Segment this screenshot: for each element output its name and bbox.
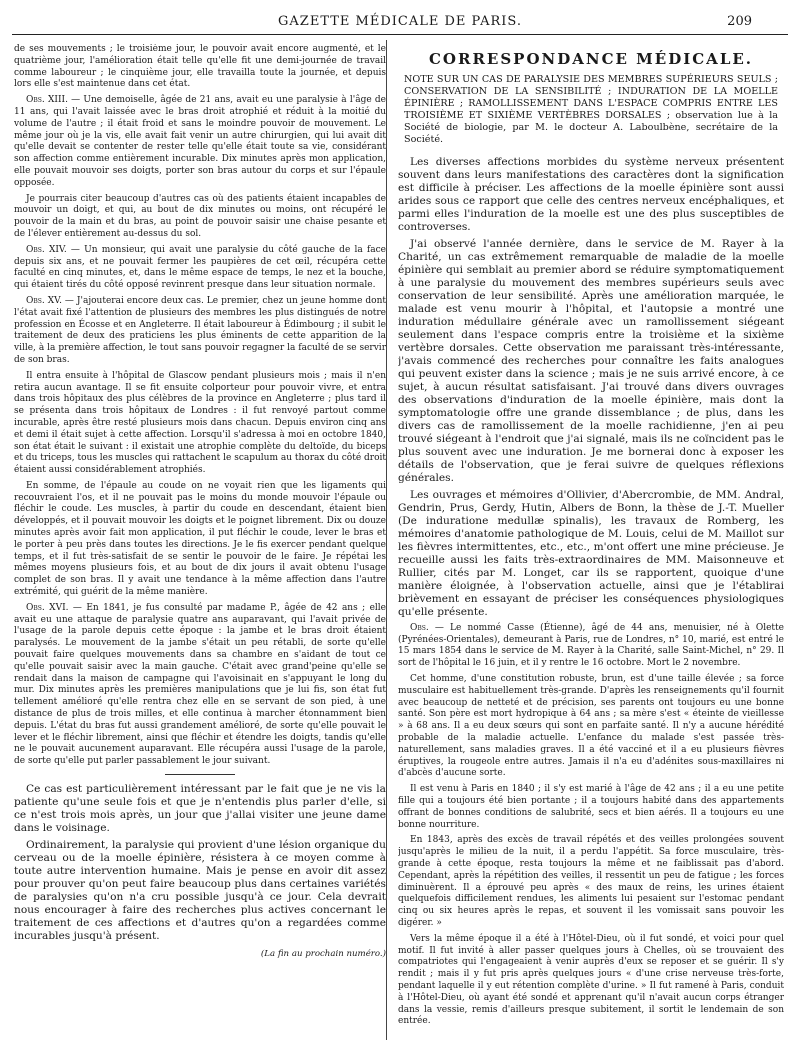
section-subtitle: NOTE SUR UN CAS DE PARALYSIE DES MEMBRES SUPÉRIEURS SEULS ; CONSERVATION DE LA SENSIBILITÉ ; INDURATION DE LA MOELLE ÉPINIÈRE ; RAMOLLISSEMENT DANS L'ESPACE COMPRIS ENTRE LES TROISIÈME ET SIXIÈME VERTÈBRES DORSALES ; observation lue à la Société de biologie, par M. le docteur A. Laboulbène, secrétaire de la Société. bbox=[404, 73, 778, 145]
observation-xvi bbox=[14, 603, 386, 768]
observation-label: Obs. XIII. bbox=[26, 95, 68, 106]
observation-label: Obs. XIV. bbox=[26, 244, 67, 255]
section-title: CORRESPONDANCE MÉDICALE. bbox=[428, 50, 754, 68]
left-column bbox=[14, 44, 386, 1040]
observation-label: Obs. XVI. bbox=[26, 602, 69, 613]
paragraph: Vers la même époque il a été à l'Hôtel-Dieu, où il fut sondé, et voici pour quel motif. Il fut invité à aller passer quelques jours à Chelles, où se trouvaient des compatriotes qui l'engageaient à venir auprès d'eux se reposer et se guérir. Il s'y rendit ; mais il y fut pris après quelques jours « d'une crise nerveuse très-forte, pendant laquelle il y eut rétention complète d'urine. » Il fut ramené à Paris, conduit à l'Hôtel-Dieu, où ayant été sondé et apprenant qu'il n'avait aucun corps étranger dans la vessie, remis d'ailleurs presque subitement, il sortit le lendemain de son entrée. bbox=[398, 933, 784, 1027]
paragraph: Ordinairement, la paralysie qui provient d'une lésion organique du cerveau ou de la moelle épinière, résistera à ce moyen comme à toute autre intervention humaine. Mais je pense en avoir dit assez pour prouver qu'on peut faire beaucoup plus dans certaines variétés de paralysies qu'on n'a cru possible jusqu'à ce jour. Cela devrait nous encourager à faire des recherches plus actives concernant le traitement de ces affections et d'autres qu'on a regardées comme incurables jusqu'à présent. bbox=[14, 839, 386, 943]
paragraph: Il entra ensuite à l'hôpital de Glascow pendant plusieurs mois ; mais il n'en retira aucun avantage. Il se fit ensuite colporteur pour pouvoir vivre, et entra dans trois hôpitaux des plus célèbres de la province en Angleterre ; plus tard il se présenta dans trois hôpitaux de Londres : il fut renvoyé partout comme incurable, après être resté plusieurs mois dans chacun. Depuis environ cinq ans et demi il était sujet à cette affection. Lorsqu'il s'adressa à moi en octobre 1840, son état était le suivant : il existait une atrophie complète du deltoïde, du biceps et du triceps, tous les muscles qui rattachent le scapulum au thorax du côté droit étaient aussi considérablement atrophiés. bbox=[14, 370, 386, 476]
paragraph: Il est venu à Paris en 1840 ; il s'y est marié à l'âge de 42 ans ; il a eu une petite fille qui a toujours été bien portante ; il a toujours habité dans des appartements offrant de bonnes conditions de salubrité, secs et bien aérés. Il a toujours eu une bonne nourriture. bbox=[398, 784, 784, 830]
observation-text: — En 1841, je fus consulté par madame P., âgée de 42 ans ; elle avait eu une attaque de paralysie quatre ans auparavant, qui l'avait privée de l'usage de la parole depuis cette époque : la jambe et le bras droit étaient paralysés. Le mouvement de la jambe s'était un peu rétabli, de sorte qu'elle pouvait faire quelques mouvements dans sa chambre en s'aidant de tout ce qu'elle pouvait saisir avec la main gauche. C'était avec grand'peine qu'elle se rendait dans la maison de campagne qui l'avoisinait en s'appuyant le long du mur. Dix minutes après les premières manipulations que je lui fis, son état fut tellement amélioré qu'elle rentra chez elle en se servant de son pied, à une distance de plus de trois milles, et elle continua à marcher étonnamment bien depuis. L'état du bras fut aussi grandement amélioré, de sorte qu'elle pouvait le lever et le fléchir librement, ainsi que fléchir et étendre les doigts, tandis qu'elle ne le pouvait aucunement auparavant. Elle récupéra aussi l'usage de la parole, de sorte qu'elle put parler passablement le jour suivant. bbox=[14, 602, 386, 767]
page-number: 209 bbox=[727, 14, 752, 29]
paragraph: Les diverses affections morbides du système nerveux présentent souvent dans leurs manifestations des caractères dont la signification est difficile à préciser. Les affections de la moelle épinière sont aussi arides sous ce rapport que celle des centres nerveux encéphaliques, et parmi elles l'induration de la moelle est une des plus susceptibles de controverses. bbox=[398, 155, 784, 233]
section-rule bbox=[165, 774, 235, 775]
paragraph: Je pourrais citer beaucoup d'autres cas où des patients étaient incapables de mouvoir un doigt, et qui, au bout de dix minutes ou moins, ont récupéré le pouvoir de la main et du bras, au point de pouvoir saisir une chaise pesante et de l'élever entièrement au-dessus du sol. bbox=[14, 193, 386, 239]
header-rule bbox=[12, 34, 788, 35]
observation-xiv bbox=[14, 245, 386, 292]
page-header bbox=[0, 0, 800, 30]
paragraph: Ce cas est particulièrement intéressant par le fait que je ne vis la patiente qu'une seule fois et que je n'entendis plus parler d'elle, si ce n'est trois mois après, un jour que j'allai visiter une jeune dame dans le voisinage. bbox=[14, 783, 386, 835]
paragraph: En somme, de l'épaule au coude on ne voyait rien que les ligaments qui recouvraient l'os, et il ne pouvait pas le moins du monde mouvoir l'épaule ou fléchir le coude. Les muscles, à partir du coude en descendant, étaient bien développés, et il pouvait mouvoir les doigts et le poignet librement. Dix ou douze minutes après avoir fait mon application, il put fléchir le coude, lever le bras et le porter à peu près dans toutes les directions. Je le fis exercer pendant quelque temps, et il fut très-satisfait de se sentir le pouvoir de le faire. Je répétai les mêmes moyens plusieurs fois, et au bout de dix jours il avait obtenu l'usage complet de son bras. Il y avait une tendance à la même affection dans l'autre extrémité, qui guérit de la même manière. bbox=[14, 480, 386, 598]
observation-xv bbox=[14, 296, 386, 367]
running-title: GAZETTE MÉDICALE DE PARIS. bbox=[278, 14, 522, 29]
observation-label: Obs. bbox=[410, 622, 429, 633]
right-column bbox=[398, 44, 784, 1040]
observation-text: — J'ajouterai encore deux cas. Le premier, chez un jeune homme dont l'état avait fixé l'attention de plusieurs des membres les plus distingués de notre profession en Écosse et en Angleterre. Il était laboureur à Édimbourg ; il subit le traitement de deux des praticiens les plus éminents de cette apparition de la ville, à la première affection, le tout sans pouvoir regagner la faculté de se servir de son bras. bbox=[14, 295, 386, 365]
observation-text: — Le nommé Casse (Étienne), âgé de 44 ans, menuisier, né à Olette (Pyrénées-Orientales), demeurant à Paris, rue de Londres, n° 10, marié, est entré le 15 mars 1854 dans le service de M. Rayer à la Charité, salle Saint-Michel, n° 29. Il sort de l'hôpital le 16 juin, et il y rentre le 16 octobre. Mort le 2 novembre. bbox=[398, 622, 784, 669]
column-divider bbox=[386, 40, 387, 1040]
observation-text: — Un monsieur, qui avait une paralysie du côté gauche de la face depuis six ans, et ne pouvait fermer les paupières de cet œil, récupéra cette faculté en cinq minutes, et, dans le même espace de temps, le nez et la bouche, qui étaient tirés du côté opposé revinrent presque dans leur situation normale. bbox=[14, 244, 386, 291]
paragraph: Cet homme, d'une constitution robuste, brun, est d'une taille élevée ; sa force musculaire est habituellement très-grande. D'après les renseignements qu'il fournit avec beaucoup de netteté et de précision, ses parents ont toujours eu une bonne santé. Son père est mort hydropique à 64 ans ; sa mère s'est « éteinte de vieillesse » à 68 ans. Il a eu deux sœurs qui sont en parfaite santé. Il n'y a aucune hérédité probable de la maladie actuelle. L'enfance du malade s'est passée très-naturellement, sans maladies graves. Il a été vacciné et il a eu plusieurs fièvres éruptives, la rougeole entre autres. Jamais il n'a eu d'adénites sous-maxillaires ni d'abcès d'aucune sorte. bbox=[398, 673, 784, 779]
observation-casse bbox=[398, 623, 784, 670]
paragraph: J'ai observé l'année dernière, dans le service de M. Rayer à la Charité, un cas extrêmement remarquable de maladie de la moelle épinière qui semblait au premier abord se réduire symptomatiquement à une paralysie du mouvement des membres supérieurs seuls avec conservation de leur sensibilité. Après une amélioration marquée, le malade est venu mourir à l'hôpital, et l'autopsie a montré une induration médullaire générale avec un ramollissement siégeant seulement dans l'espace compris entre la troisième et la sixième vertèbre dorsales. Cette observation me paraissant très-intéressante, j'avais commencé des recherches pour connaître les faits analogues qui peuvent exister dans la science ; mais je ne suis arrivé encore, à ce sujet, à aucun résultat satisfaisant. J'ai trouvé dans divers ouvrages des observations d'induration de la moelle épinière, mais dont la symptomatologie offre une grande dissemblance ; de plus, dans les divers cas de ramollissement de la moelle rachidienne, j'en ai peu trouvé siégeant à l'endroit que j'ai signalé, mais ils ne coïncident pas le plus souvent avec une induration. Je me bornerai donc à exposer les détails de l'observation, que je ferai suivre de quelques réflexions générales. bbox=[398, 237, 784, 484]
observation-text: — Une demoiselle, âgée de 21 ans, avait eu une paralysie à l'âge de 11 ans, qui l'avait laissée avec le bras droit atrophié et réduit à la moitié du volume de l'autre ; il était froid et sans le moindre pouvoir de mouvement. Le même jour où je la vis, elle avait fait venir un autre chirurgien, qui lui avait dit qu'elle devait se contenter de rester telle qu'elle était toute sa vie, considérant son affection comme entièrement incurable. Dix minutes après mon application, elle pouvait mouvoir ses doigts, porter son bras autour du corps et sur l'épaule opposée. bbox=[14, 95, 386, 188]
continued-note: (La fin au prochain numéro.) bbox=[260, 949, 386, 960]
paragraph: Les ouvrages et mémoires d'Ollivier, d'Abercrombie, de MM. Andral, Gendrin, Prus, Gerdy, Hutin, Albers de Bonn, la thèse de J.-T. Mueller (De induratione medullæ spinalis), les travaux de Romberg, les mémoires d'anatomie pathologique de M. Louis, celui de M. Maillot sur les fièvres intermittentes, etc., etc., m'ont offert une mine précieuse. Je recueille aussi les faits très-extraordinaires de MM. Maisonneuve et Rullier, cités par M. Longet, car ils se rapportent, quoique d'une manière éloignée, à l'observation actuelle, ainsi que je l'établirai brièvement en essayant de préciser les conséquences physiologiques qu'elle présente. bbox=[398, 488, 784, 618]
observation-xiii bbox=[14, 95, 386, 189]
paragraph: En 1843, après des excès de travail répétés et des veilles prolongées souvent jusqu'après le milieu de la nuit, il a perdu l'appétit. Sa force musculaire, très-grande à cette époque, resta toujours la même et ne faiblissait pas d'abord. Cependant, après la répétition des veilles, il ressentit un peu de fatigue ; les forces diminuèrent. Il a éprouvé peu après « des maux de reins, les urines étaient quelquefois difficilement rendues, les aliments lui pesaient sur l'estomac pendant cinq ou six heures après le repas, et souvent il les vomissait sans pouvoir les digérer. » bbox=[398, 835, 784, 928]
observation-label: Obs. XV. bbox=[26, 295, 62, 306]
paragraph: de ses mouvements ; le troisième jour, le pouvoir avait encore augmenté, et le quatrième jour, l'amélioration était telle qu'elle fit une demi-journée de travail comme laboureur ; le cinquième jour, elle travailla toute la journée, et depuis lors elle s'est maintenue dans cet état. bbox=[14, 44, 386, 90]
